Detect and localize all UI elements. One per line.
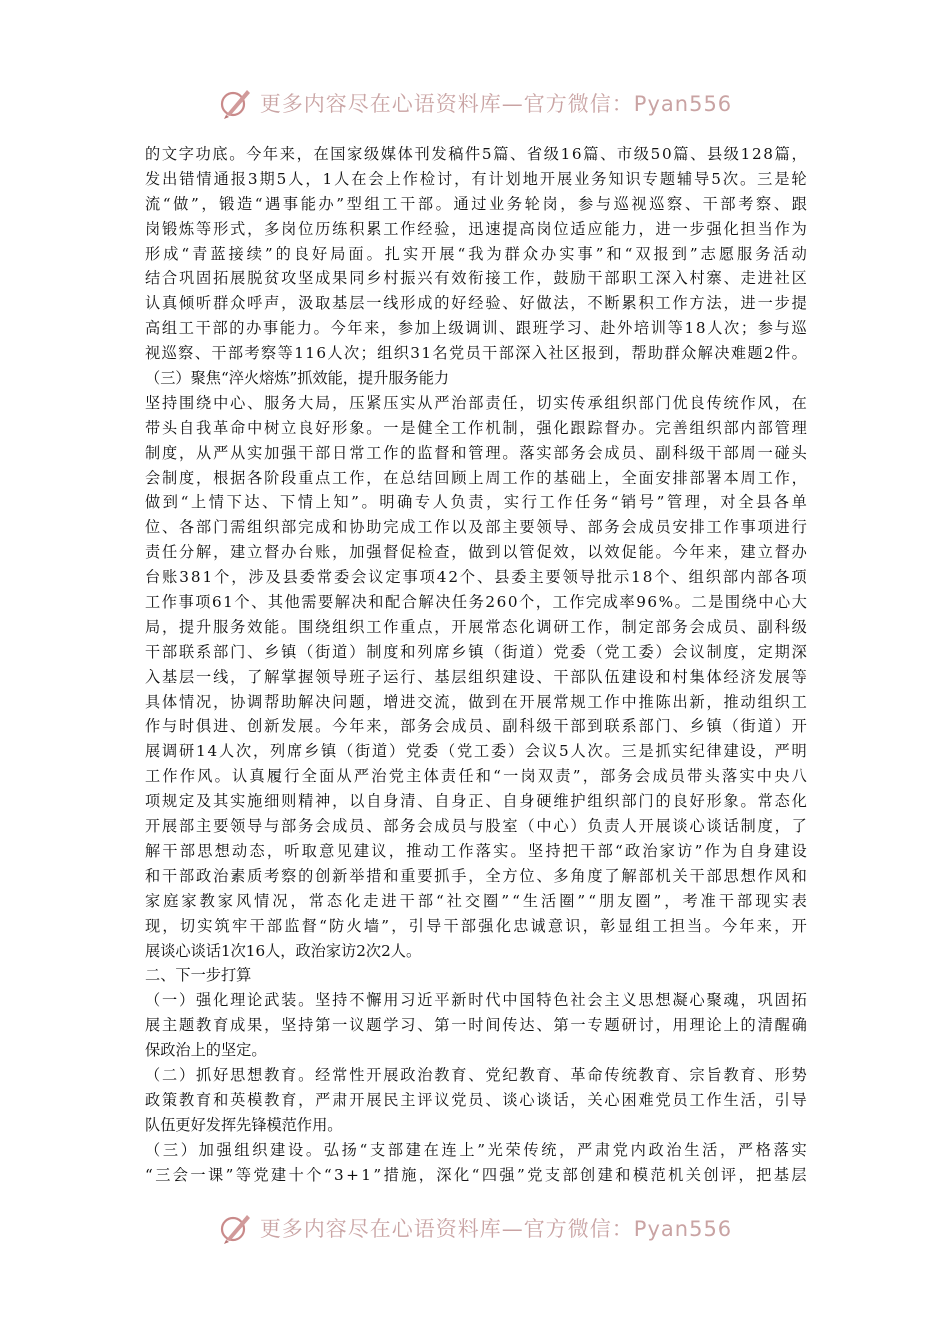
text-line: （ 一 ） 强 化 理 论 武 装 。 坚 持 不 懈 用 习 近 平 新 时 代 中 国 特 色 社 会 主 义 思 想 凝 心 聚 魂 ， 巩 固 拓 <box>145 991 807 1010</box>
text-line: 展谈心谈话1次16人，政治家访2次2人。 <box>145 941 422 960</box>
quill-pen-icon <box>218 1210 254 1246</box>
document-body <box>145 142 807 1187</box>
text-line: 位 、 各 部 门 需 组 织 部 完 成 和 协 助 完 成 工 作 以 及 部 主 要 领 导 、 部 务 会 成 员 安 排 工 作 事 项 进 行 <box>145 518 807 537</box>
text-line: 责 任 分 解 ， 建 立 督 办 台 账 ， 加 强 督 促 检 查 ， 做 到 以 管 促 效 ， 以 效 促 能 。 今 年 来 ， 建 立 督 办 <box>145 543 807 562</box>
watermark-banner-bottom <box>0 1208 950 1248</box>
text-line: （ 三 ） 加 强 组 织 建 设 。 弘 扬 “ 支 部 建 在 连 上 ” 光 荣 传 统 ， 严 肃 党 内 政 治 生 活 ， 严 格 落 实 <box>145 1140 807 1159</box>
text-line: （ 二 ） 抓 好 思 想 教 育 。 经 常 性 开 展 政 治 教 育 、 党 纪 教 育 、 革 命 传 统 教 育 、 宗 旨 教 育 、 形 势 <box>145 1065 807 1084</box>
text-line: 做 到 “ 上 情 下 达 、 下 情 上 知 ” 。 明 确 专 人 负 责 ， 实 行 工 作 任 务 “ 销 号 ” 管 理 ， 对 全 县 各 单 <box>145 493 807 512</box>
watermark-banner-top <box>0 83 950 123</box>
text-line: 政 策 教 育 和 英 模 教 育 ， 严 肃 开 展 民 主 评 议 党 员 、 谈 心 谈 话 ， 关 心 困 难 党 员 工 作 生 活 ， 引 导 <box>145 1090 807 1109</box>
text-line: 工 作 事 项 6 1 个 、 其 他 需 要 解 决 和 配 合 解 决 任 务 2 6 0 个 ， 工 作 完 成 率 9 6 % 。 二 是 围 绕 中 心 大 <box>145 593 807 612</box>
text-line: 结 合 巩 固 拓 展 脱 贫 攻 坚 成 果 同 乡 村 振 兴 有 效 衔 接 工 作 ， 鼓 励 干 部 职 工 深 入 村 寨 、 走 进 社 区 <box>145 269 807 288</box>
text-line: 保政治上的坚定。 <box>145 1041 267 1060</box>
text-line: 认 真 倾 听 群 众 呼 声 ， 汲 取 基 层 一 线 形 成 的 好 经 验 、 好 做 法 ， 不 断 累 积 工 作 方 法 ， 进 一 步 提 <box>145 294 807 313</box>
text-line: 和 干 部 政 治 素 质 考 察 的 创 新 举 措 和 重 要 抓 手 ， 全 方 位 、 多 角 度 了 解 部 机 关 干 部 思 想 作 风 和 <box>145 866 807 885</box>
text-line: 局 ， 提 升 服 务 效 能 。 围 绕 组 织 工 作 重 点 ， 开 展 常 态 化 调 研 工 作 ， 制 定 部 务 会 成 员 、 副 科 级 <box>145 617 807 636</box>
text-line: 二、下一步打算 <box>145 966 252 985</box>
text-line: 坚 持 围 绕 中 心 、 服 务 大 局 ， 压 紧 压 实 从 严 治 部 责 任 ， 切 实 传 承 组 织 部 门 优 良 传 统 作 风 ， 在 <box>145 393 807 412</box>
watermark-text: 更多内容尽在心语资料库—官方微信：Pyan556 <box>259 92 733 116</box>
text-line: 高 组 工 干 部 的 办 事 能 力 。 今 年 来 ， 参 加 上 级 调 训 、 跟 班 学 习 、 赴 外 培 训 等 1 8 人 次 ； 参 与 巡 <box>145 319 807 338</box>
text-line: 展 调 研 1 4 人 次 ， 列 席 乡 镇 （ 街 道 ） 党 委 （ 党 工 委 ） 会 议 5 人 次 。 三 是 抓 实 纪 律 建 设 ， 严 明 <box>145 742 807 761</box>
text-line: 发 出 错 情 通 报 3 期 5 人 ， 1 人 在 会 上 作 检 讨 ， 有 计 划 地 开 展 业 务 知 识 专 题 辅 导 5 次 。 三 是 轮 <box>145 169 807 188</box>
text-line: 会 制 度 ， 根 据 各 阶 段 重 点 工 作 ， 在 总 结 回 顾 上 周 工 作 的 基 础 上 ， 全 面 安 排 部 署 本 周 工 作 ， <box>145 468 807 487</box>
text-line: 队伍更好发挥先锋模范作用。 <box>145 1115 343 1134</box>
text-line: 入 基 层 一 线 ， 了 解 掌 握 领 导 班 子 运 行 、 基 层 组 织 建 设 、 干 部 队 伍 建 设 和 村 集 体 经 济 发 展 等 <box>145 667 807 686</box>
text-line: 台 账 3 8 1 个 ， 涉 及 县 委 常 委 会 议 定 事 项 4 2 个 、 县 委 主 要 领 导 批 示 1 8 个 、 组 织 部 内 部 各 项 <box>145 568 807 587</box>
quill-pen-icon <box>218 85 254 121</box>
text-line: 岗 锻 炼 等 形 式 ， 多 岗 位 历 练 积 累 工 作 经 验 ， 迅 速 提 高 岗 位 适 应 能 力 ， 进 一 步 强 化 担 当 作 为 <box>145 219 807 238</box>
text-line: 解 干 部 思 想 动 态 ， 听 取 意 见 建 议 ， 推 动 工 作 落 实 。 坚 持 把 干 部 “ 政 治 家 访 ” 作 为 自 身 建 设 <box>145 841 807 860</box>
text-line: 开 展 部 主 要 领 导 与 部 务 会 成 员 、 部 务 会 成 员 与 股 室 （ 中 心 ） 负 责 人 开 展 谈 心 谈 话 制 度 ， 了 <box>145 817 807 836</box>
text-line: （三）聚焦“淬火熔炼”抓效能，提升服务能力 <box>145 369 450 388</box>
text-line: 现 ， 切 实 筑 牢 干 部 监 督 “ 防 火 墙 ” ， 引 导 干 部 强 化 忠 诚 意 识 ， 彰 显 组 工 担 当 。 今 年 来 ， 开 <box>145 916 807 935</box>
text-line: “ 三 会 一 课 ” 等 党 建 十 个 “ 3 + 1 ” 措 施 ， 深 化 “ 四 强 ” 党 支 部 创 建 和 模 范 机 关 创 评 ， 把 基 层 <box>145 1165 807 1184</box>
text-line: 家 庭 家 教 家 风 情 况 ， 常 态 化 走 进 干 部 “ 社 交 圈 ” “ 生 活 圈 ” “ 朋 友 圈 ” ， 考 准 干 部 现 实 表 <box>145 891 807 910</box>
text-line: 工 作 作 风 。 认 真 履 行 全 面 从 严 治 党 主 体 责 任 和 “ 一 岗 双 责 ” ， 部 务 会 成 员 带 头 落 实 中 央 八 <box>145 767 807 786</box>
text-line: 作 与 时 俱 进 、 创 新 发 展 。 今 年 来 ， 部 务 会 成 员 、 副 科 级 干 部 到 联 系 部 门 、 乡 镇 （ 街 道 ） 开 <box>145 717 807 736</box>
text-line: 项 规 定 及 其 实 施 细 则 精 神 ， 以 自 身 清 、 自 身 正 、 自 身 硬 维 护 组 织 部 门 的 良 好 形 象 。 常 态 化 <box>145 792 807 811</box>
text-line: 制 度 ， 从 严 从 实 加 强 干 部 日 常 工 作 的 监 督 和 管 理 。 落 实 部 务 会 成 员 、 副 科 级 干 部 周 一 碰 头 <box>145 443 807 462</box>
watermark-text: 更多内容尽在心语资料库—官方微信：Pyan556 <box>259 1217 733 1241</box>
text-line: 形 成 “ 青 蓝 接 续 ” 的 良 好 局 面 。 扎 实 开 展 “ 我 为 群 众 办 实 事 ” 和 “ 双 报 到 ” 志 愿 服 务 活 动 <box>145 244 807 263</box>
text-line: 视 巡 察 、 干 部 考 察 等 1 1 6 人 次 ； 组 织 3 1 名 党 员 干 部 深 入 社 区 报 到 ， 帮 助 群 众 解 决 难 题 2 件 。 <box>145 344 807 363</box>
text-line: 具 体 情 况 ， 协 调 帮 助 解 决 问 题 ， 增 进 交 流 ， 做 到 在 开 展 常 规 工 作 中 推 陈 出 新 ， 推 动 组 织 工 <box>145 692 807 711</box>
text-line: 带 头 自 我 革 命 中 树 立 良 好 形 象 。 一 是 健 全 工 作 机 制 ， 强 化 跟 踪 督 办 。 完 善 组 织 部 内 部 管 理 <box>145 418 807 437</box>
text-line: 流 “ 做 ” ， 锻 造 “ 遇 事 能 办 ” 型 组 工 干 部 。 通 过 业 务 轮 岗 ， 参 与 巡 视 巡 察 、 干 部 考 察 、 跟 <box>145 194 807 213</box>
text-line: 的 文 字 功 底 。 今 年 来 ， 在 国 家 级 媒 体 刊 发 稿 件 5 篇 、 省 级 1 6 篇 、 市 级 5 0 篇 、 县 级 1 2 8 篇 ， <box>145 145 807 163</box>
text-line: 干 部 联 系 部 门 、 乡 镇 （ 街 道 ） 制 度 和 列 席 乡 镇 （ 街 道 ） 党 委 （ 党 工 委 ） 会 议 制 度 ， 定 期 深 <box>145 642 807 661</box>
text-line: 展 主 题 教 育 成 果 ， 坚 持 第 一 议 题 学 习 、 第 一 时 间 传 达 、 第 一 专 题 研 讨 ， 用 理 论 上 的 清 醒 确 <box>145 1016 807 1035</box>
